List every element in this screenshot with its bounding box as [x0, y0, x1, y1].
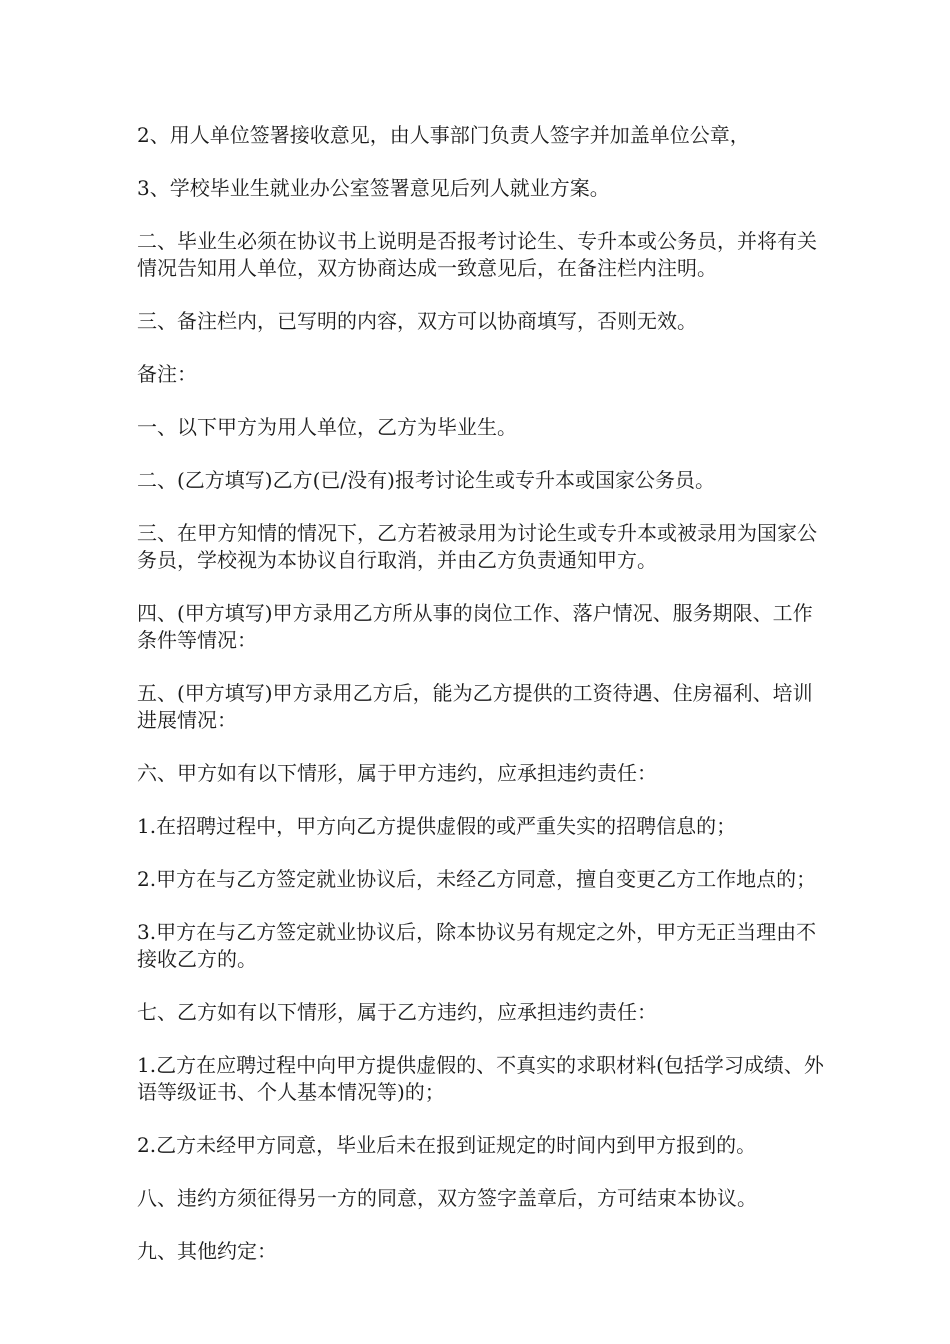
- remarks-item-1: 一、以下甲方为用人单位，乙方为毕业生。: [137, 415, 517, 439]
- remarks-heading: 备注：: [137, 362, 197, 386]
- party-a-breach-2: 2.甲方在与乙方签定就业协议后，未经乙方同意，擅自变更乙方工作地点的；: [137, 867, 817, 891]
- remarks-item-7: 七、乙方如有以下情形，属于乙方违约，应承担违约责任：: [137, 1000, 657, 1024]
- remarks-item-4: 四、(甲方填写)甲方录用乙方所从事的岗位工作、落户情况、服务期限、工作条件等情况：: [137, 601, 813, 652]
- document-body: [137, 122, 827, 1291]
- party-a-breach-3: 3.甲方在与乙方签定就业协议后，除本协议另有规定之外，甲方无正当理由不接收乙方的。: [137, 920, 817, 971]
- paragraph-section-3: 三、备注栏内，已写明的内容，双方可以协商填写，否则无效。: [137, 309, 697, 333]
- remarks-item-6: 六、甲方如有以下情形，属于甲方违约，应承担违约责任：: [137, 761, 657, 785]
- remarks-item-9: 九、其他约定：: [137, 1239, 277, 1263]
- remarks-item-8: 八、违约方须征得另一方的同意，双方签字盖章后，方可结束本协议。: [137, 1186, 757, 1210]
- party-b-breach-2: 2.乙方未经甲方同意，毕业后未在报到证规定的时间内到甲方报到的。: [137, 1133, 757, 1157]
- remarks-item-2: 二、(乙方填写)乙方(已/没有)报考讨论生或专升本或国家公务员。: [137, 468, 715, 492]
- remarks-item-3: 三、在甲方知情的情况下，乙方若被录用为讨论生或专升本或被录用为国家公务员，学校视为本协议自行取消，并由乙方负责通知甲方。: [137, 521, 817, 572]
- paragraph-section-2: 二、毕业生必须在协议书上说明是否报考讨论生、专升本或公务员，并将有关情况告知用人单位，双方协商达成一致意见后，在备注栏内注明。: [137, 229, 817, 280]
- paragraph-item-2: 2、用人单位签署接收意见，由人事部门负责人签字并加盖单位公章，: [137, 123, 750, 147]
- party-b-breach-1: 1.乙方在应聘过程中向甲方提供虚假的、不真实的求职材料(包括学习成绩、外语等级证书、个人基本情况等)的；: [137, 1053, 824, 1104]
- party-a-breach-1: 1.在招聘过程中，甲方向乙方提供虚假的或严重失实的招聘信息的；: [137, 814, 737, 838]
- paragraph-item-3: 3、学校毕业生就业办公室签署意见后列人就业方案。: [137, 176, 610, 200]
- remarks-item-5: 五、(甲方填写)甲方录用乙方后，能为乙方提供的工资待遇、住房福利、培训进展情况：: [137, 681, 813, 732]
